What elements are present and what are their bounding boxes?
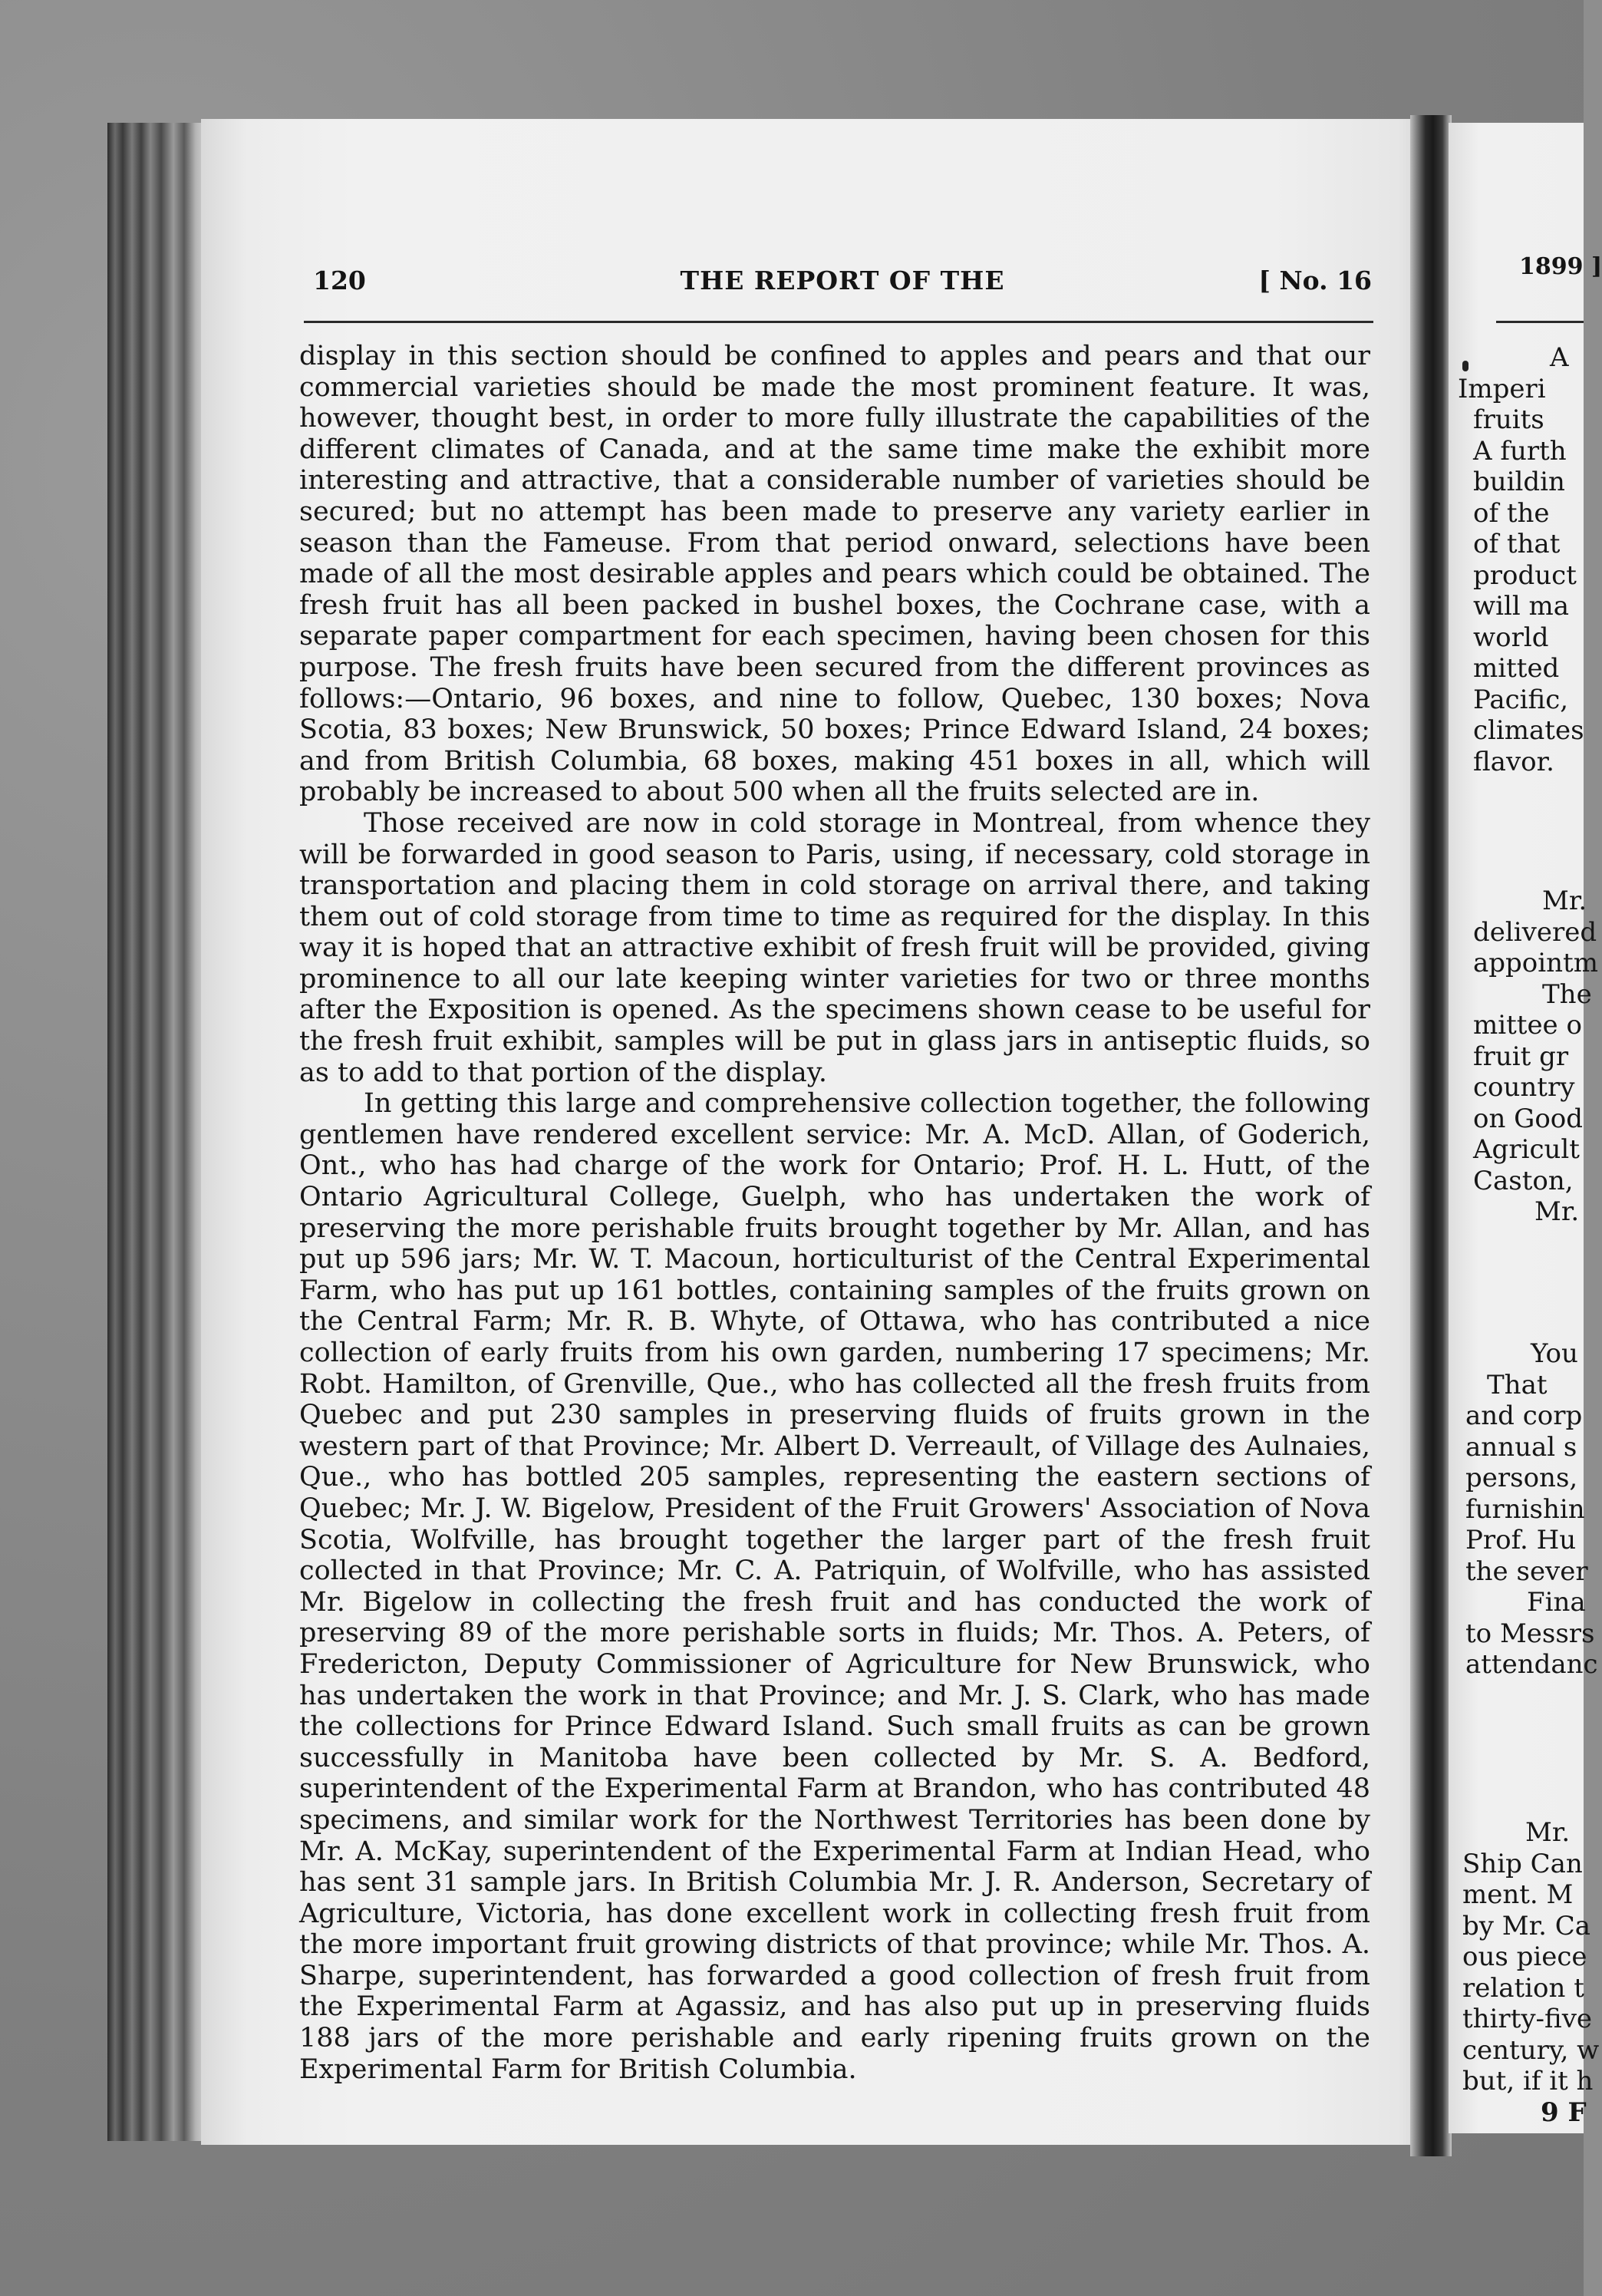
book-gutter [1410,115,1452,2156]
running-title: THE REPORT OF THE [680,266,1005,295]
right-line: country [1473,1072,1575,1103]
right-line: Agricult [1473,1134,1580,1165]
right-line: Imperi [1458,373,1546,404]
right-column-block-1 [1458,342,1584,777]
right-line: ment. M [1462,1879,1574,1910]
right-line: persons, [1465,1463,1578,1493]
right-line: A furth [1473,435,1567,467]
right-line: climates [1473,715,1584,746]
right-line: mittee o [1473,1010,1582,1041]
right-line: Mr. [1525,1817,1571,1848]
right-line: fruits [1473,404,1544,435]
right-column-block-2 [1458,886,1598,1228]
right-line: but, if it h [1462,2066,1594,2096]
right-line: the sever [1465,1555,1588,1587]
right-line: Mr. [1534,1196,1580,1227]
right-column-block-4 [1458,1817,1600,2128]
right-line: Fina [1527,1587,1586,1618]
page-edge-stack [107,123,207,2141]
paragraph: Those received are now in cold storage in Montreal, from whence they will be forwarded in good season to Paris, using, if necessary, cold storage in transportation and placing them in cold storage on arrival there, and taking them out of cold storage from time to time as required for the display. In this way it is hoped that an attractive exhibit of fresh fruit will be provided, giving prominence to all our late keeping winter varieties for two or three months after the Exposition is opened. As the specimens shown cease to be useful for the fresh fruit exhibit, samples will be put in glass jars in antiseptic fluids, so as to add to that portion of the display. [299,807,1370,1088]
right-line: The [1542,978,1592,1010]
right-line: You [1531,1338,1578,1369]
right-line: and corp [1465,1400,1583,1431]
paragraph: In getting this large and comprehensive collection together, the following gentlemen have rendered excellent service: Mr. A. McD. Allan, of Goderich, Ont., who has had charge of the work for Ontario; Prof. H. L. Hutt, of the Ontario Agricultural College, Guelph, who has undertaken the work of preserving the more perishable fruits brought together by Mr. Allan, and has put up 596 jars; Mr. W. T. Macoun, horticulturist of the Central Experimental Farm, who has put up 161 bottles, containing samples of the fruits grown on the Central Farm; Mr. R. B. Whyte, of Ottawa, who has contributed a nice collection of early fruits from his own garden, numbering 17 specimens; Mr. Robt. Hamilton, of Grenville, Que., who has collected all the fresh fruits from Quebec and put 230 samples in preserving fluids of fruits grown in the western part of that Province; Mr. Albert D. Verreault, of Village des Aulnaies, Que., who has bottled 205 samples, representing the eastern sections of Quebec; Mr. J. W. Bigelow, President of the Fruit Growers' Association of Nova Scotia, Wolfville, has brought together the larger part of the fresh fruit collected in that Province; Mr. C. A. Patriquin, of Wolfville, who has assisted Mr. Bigelow in collecting the fresh fruit and has conducted the work of preserving 89 of the more perishable sorts in fluids; Mr. Thos. A. Peters, of Fredericton, Deputy Commissioner of Agriculture for New Brunswick, who has undertaken the work in that Province; and Mr. J. S. Clark, who has made the collections for Prince Edward Island. Such small fruits as can be grown successfully in Manitoba have been collected by Mr. S. A. Bedford, superintendent of the Experimental Farm at Brandon, who has contributed 48 specimens, and similar work for the Northwest Territories has been done by Mr. A. McKay, superintendent of the Experimental Farm at Indian Head, who has sent 31 sample jars. In British Columbia Mr. J. R. Anderson, Secretary of Agriculture, Victoria, has done excellent work in collecting fresh fruit from the more important fruit growing districts of that province; while Mr. Thos. A. Sharpe, superintendent, has forwarded a good collection of fresh fruit from the Experimental Farm at Agassiz, and has also put up in preserving fluids 188 jars of the more perishable and early ripening fruits grown on the Experimental Farm for British Columbia. [299,1088,1370,2085]
right-header-rule [1496,321,1584,323]
right-line: world [1473,622,1549,653]
right-line: century, w [1462,2034,1600,2066]
right-line: attendanc [1465,1649,1598,1680]
right-line: fruit gr [1473,1041,1569,1072]
right-line: Prof. Hu [1465,1525,1577,1555]
right-line: flavor. [1473,746,1554,777]
right-line: mitted [1473,653,1560,684]
right-line: relation t [1462,1972,1584,2004]
paragraph: display in this section should be confined to apples and pears and that our commercial varieties should be made the most prominent feature. It was, however, thought best, in order to more fully illustrate the capabilities of the different climates of Canada, and at the same time make the exhibit more interesting and attractive, that a considerable number of varieties should be secured; but no attempt has been made to preserve any variety earlier in season than the Fameuse. From that period onward, selections have been made of all the most desirable apples and pears which could be obtained. The fresh fruit has all been packed in bushel boxes, the Cochrane case, with a separate paper compartment for each specimen, having been chosen for this purpose. The fresh fruits have been secured from the different provinces as follows:—Ontario, 96 boxes, and nine to follow, Quebec, 130 boxes; Nova Scotia, 83 boxes; New Brunswick, 50 boxes; Prince Edward Island, 24 boxes; and from British Columbia, 68 boxes, making 451 boxes in all, which will probably be increased to about 500 when all the fruits selected are in. [299,341,1370,808]
right-line: to Messrs [1465,1618,1595,1649]
page-header [313,266,1372,304]
right-line: buildin [1473,467,1565,497]
right-line: ous piece [1462,1941,1587,1972]
right-line: appointm [1473,948,1598,978]
right-page-header: 1899 ] [1519,253,1602,280]
right-column-block-3 [1458,1338,1598,1681]
right-line: will ma [1473,591,1570,622]
right-line: That [1487,1369,1548,1400]
page-number: 120 [313,266,366,295]
right-line: by Mr. Ca [1462,1910,1591,1941]
issue-number: [ No. 16 [1258,266,1372,295]
right-line: of the [1473,497,1550,529]
right-line: Pacific, [1473,684,1569,715]
right-line: furnishin [1465,1493,1585,1525]
right-line: A [1550,342,1569,373]
right-line: 9 F [1541,2096,1587,2128]
right-line: product [1473,559,1577,591]
header-rule [304,321,1373,323]
right-line: annual s [1465,1431,1577,1463]
right-line: Ship Can [1462,1848,1583,1879]
right-line: Mr. [1542,886,1587,916]
right-line: delivered [1473,916,1597,948]
right-line: of that [1473,529,1561,559]
body-text [299,341,1370,2085]
right-line: thirty-five [1462,2004,1593,2034]
right-line: on Good [1473,1103,1584,1134]
right-line: Caston, [1473,1165,1574,1196]
